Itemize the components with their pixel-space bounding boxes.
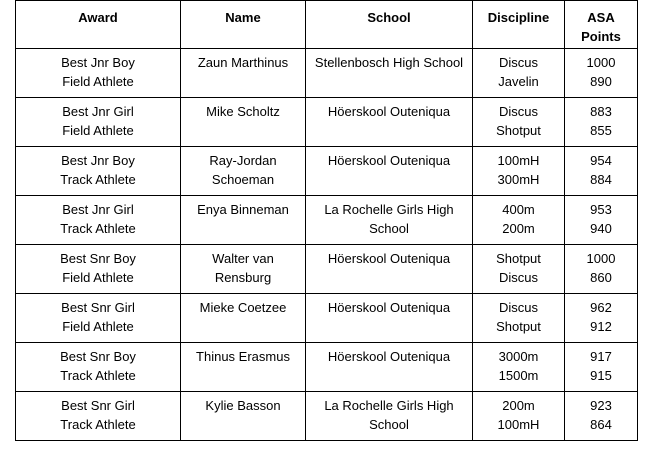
athlete-name: Kylie Basson (205, 398, 281, 413)
table-row (16, 343, 638, 392)
school-name: Höerskool Outeniqua (327, 349, 451, 364)
name-cell (181, 98, 306, 147)
table-body (16, 49, 638, 441)
award-line: Track Athlete (60, 220, 136, 236)
school-name: Höerskool Outeniqua (327, 300, 451, 315)
school-cell (306, 392, 473, 441)
school-name: La Rochelle Girls High School (324, 398, 454, 432)
athlete-name: Mike Scholtz (206, 104, 280, 119)
discipline-line: Discus (498, 55, 538, 70)
discipline-line: Javelin (498, 73, 539, 89)
name-cell (181, 245, 306, 294)
award-cell (16, 196, 181, 245)
award-line: Best Jnr Boy (61, 153, 135, 168)
award-cell (16, 343, 181, 392)
discipline-line: 200m (502, 398, 535, 413)
points-cell (565, 294, 638, 343)
award-line: Best Jnr Boy (61, 55, 135, 70)
award-line: Field Athlete (62, 269, 134, 285)
awards-table-container (15, 0, 638, 441)
athlete-name: Walter van Rensburg (212, 251, 274, 285)
award-cell (16, 245, 181, 294)
name-cell (181, 147, 306, 196)
award-line: Track Athlete (60, 171, 136, 187)
school-name: Höerskool Outeniqua (327, 104, 451, 119)
school-cell (306, 98, 473, 147)
award-cell (16, 294, 181, 343)
points-line: 962 (590, 300, 612, 315)
name-cell (181, 294, 306, 343)
award-cell (16, 147, 181, 196)
discipline-line: 300mH (497, 171, 540, 187)
discipline-cell (473, 294, 565, 343)
points-line: 884 (590, 171, 612, 187)
points-line: 954 (590, 153, 612, 168)
table-row (16, 392, 638, 441)
header-award: Award (16, 1, 181, 49)
points-line: 1000 (586, 251, 616, 266)
award-line: Best Snr Boy (60, 251, 136, 266)
discipline-line: Shotput (496, 318, 541, 334)
award-line: Best Snr Girl (61, 300, 135, 315)
header-points-line-2: Points (581, 28, 621, 44)
school-cell (306, 294, 473, 343)
discipline-line: 100mH (497, 153, 540, 168)
discipline-line: Discus (498, 269, 538, 285)
school-name: Höerskool Outeniqua (327, 251, 451, 266)
name-cell (181, 49, 306, 98)
school-cell (306, 343, 473, 392)
header-discipline: Discipline (473, 1, 565, 49)
table-row (16, 245, 638, 294)
points-cell (565, 392, 638, 441)
header-points-line-1: ASA (587, 10, 615, 25)
award-line: Field Athlete (62, 122, 134, 138)
awards-table (15, 0, 638, 441)
athlete-name: Thinus Erasmus (196, 349, 290, 364)
header-asa-points (565, 1, 638, 49)
points-cell (565, 98, 638, 147)
points-line: 883 (590, 104, 612, 119)
award-line: Best Jnr Girl (62, 104, 134, 119)
discipline-line: Shotput (496, 122, 541, 138)
table-row (16, 49, 638, 98)
award-cell (16, 392, 181, 441)
points-line: 855 (590, 122, 612, 138)
discipline-line: Discus (498, 104, 538, 119)
athlete-name: Enya Binneman (197, 202, 289, 217)
table-row (16, 147, 638, 196)
discipline-cell (473, 343, 565, 392)
table-row (16, 98, 638, 147)
school-cell (306, 147, 473, 196)
name-cell (181, 392, 306, 441)
discipline-line: 400m (502, 202, 535, 217)
points-line: 923 (590, 398, 612, 413)
school-cell (306, 245, 473, 294)
points-line: 912 (590, 318, 612, 334)
award-line: Best Jnr Girl (62, 202, 134, 217)
discipline-line: Discus (498, 300, 538, 315)
table-row (16, 196, 638, 245)
points-line: 915 (590, 367, 612, 383)
award-line: Track Athlete (60, 367, 136, 383)
discipline-line: Shotput (496, 251, 541, 266)
name-cell (181, 196, 306, 245)
discipline-line: 1500m (498, 367, 539, 383)
name-cell (181, 343, 306, 392)
points-line: 890 (590, 73, 612, 89)
award-line: Track Athlete (60, 416, 136, 432)
header-row (16, 1, 638, 49)
header-name: Name (181, 1, 306, 49)
points-cell (565, 147, 638, 196)
points-cell (565, 245, 638, 294)
award-line: Field Athlete (62, 318, 134, 334)
discipline-cell (473, 49, 565, 98)
award-cell (16, 49, 181, 98)
points-line: 864 (590, 416, 612, 432)
award-line: Field Athlete (62, 73, 134, 89)
points-line: 953 (590, 202, 612, 217)
discipline-cell (473, 245, 565, 294)
school-name: La Rochelle Girls High School (324, 202, 454, 236)
award-line: Best Snr Girl (61, 398, 135, 413)
points-line: 917 (590, 349, 612, 364)
school-name: Höerskool Outeniqua (327, 153, 451, 168)
discipline-line: 200m (502, 220, 535, 236)
athlete-name: Ray-Jordan Schoeman (209, 153, 277, 187)
school-name: Stellenbosch High School (314, 55, 464, 70)
discipline-cell (473, 392, 565, 441)
athlete-name: Zaun Marthinus (197, 55, 289, 70)
points-cell (565, 343, 638, 392)
discipline-cell (473, 147, 565, 196)
discipline-line: 100mH (497, 416, 540, 432)
points-line: 940 (590, 220, 612, 236)
header-school: School (306, 1, 473, 49)
award-cell (16, 98, 181, 147)
points-line: 1000 (586, 55, 616, 70)
school-cell (306, 196, 473, 245)
discipline-cell (473, 98, 565, 147)
school-cell (306, 49, 473, 98)
discipline-cell (473, 196, 565, 245)
award-line: Best Snr Boy (60, 349, 136, 364)
athlete-name: Mieke Coetzee (199, 300, 287, 315)
points-cell (565, 49, 638, 98)
points-cell (565, 196, 638, 245)
discipline-line: 3000m (498, 349, 539, 364)
points-line: 860 (590, 269, 612, 285)
table-row (16, 294, 638, 343)
